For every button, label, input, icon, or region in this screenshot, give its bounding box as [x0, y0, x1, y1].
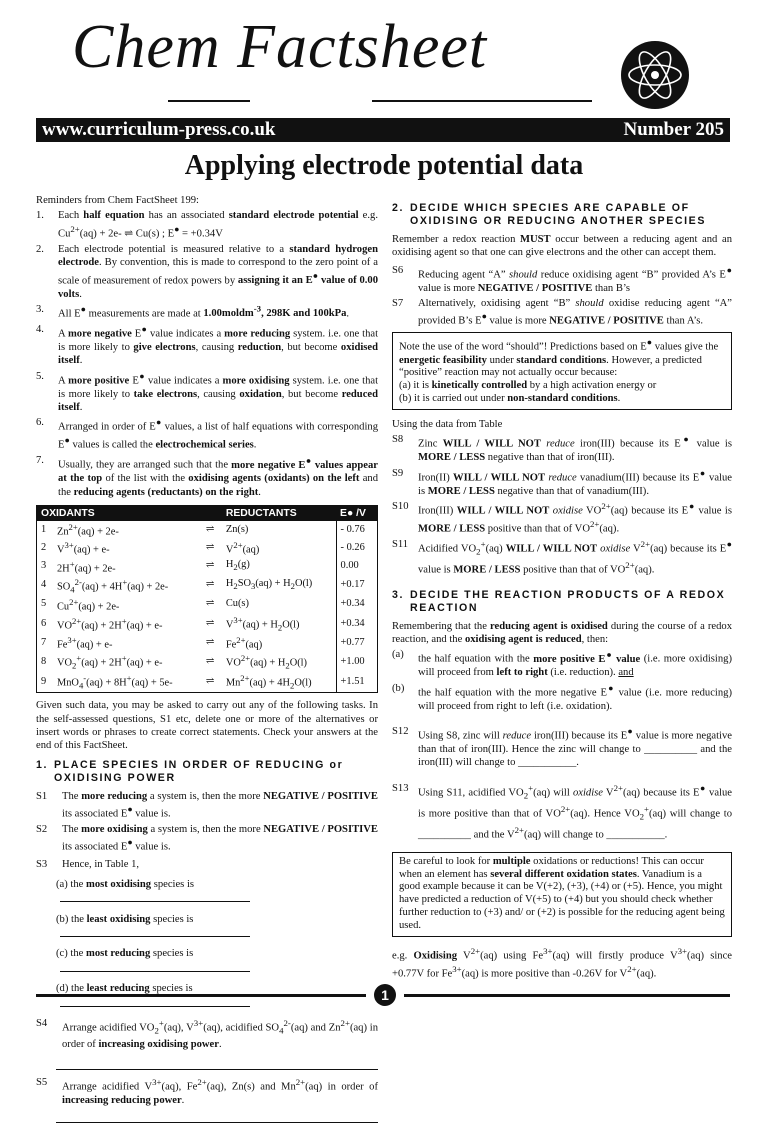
equilibrium-arrow: ⇌	[205, 655, 215, 667]
row-number: 2	[41, 542, 47, 554]
question-s2: S2 The more oxidising a system is, then the more NEGATIVE / POSITIVE its associated E● value is.	[36, 824, 378, 853]
table-row	[37, 521, 378, 539]
question-s4: S4 Arrange acidified $VO_2^+(aq)$, $V^{3+}(aq)$, acidified $SO_4^{2-}(aq)$ and $Zn^{2+}(aq)$ in order of increasing oxidising power.	[36, 1018, 379, 1051]
row-number: 1	[41, 524, 47, 536]
s5-answer-line[interactable]	[56, 1112, 378, 1123]
reductant-cell: $V^{2+}(aq)$	[225, 540, 260, 556]
equilibrium-arrow: ⇌	[205, 524, 215, 536]
footer-rule	[36, 994, 366, 997]
equilibrium-arrow: ⇌	[205, 617, 215, 629]
page-number: 1	[374, 984, 396, 1006]
s3-part: (b) the least oxidising species is	[56, 913, 378, 942]
oxidant-cell: $Zn^{2+}(aq) + 2e-$	[56, 522, 119, 538]
potential-cell: 0.00	[336, 558, 377, 576]
table-row	[37, 652, 378, 672]
section-2-heading: 2. DECIDE WHICH SPECIES ARE CAPABLE OF OXIDISING OR REDUCING ANOTHER SPECIES	[392, 202, 707, 228]
reminder-item: 6. Arranged in order of E● values, a list of half equations with corresponding E● values is called the electrochemical series.	[36, 417, 379, 451]
row-number: 4	[41, 579, 47, 591]
masthead-underline	[372, 100, 592, 102]
potential-cell: +0.34	[336, 614, 377, 634]
oxidant-cell: 2H+(aq) + 2e-	[56, 558, 116, 574]
table-row	[37, 558, 378, 576]
s4-answer-line[interactable]	[56, 1057, 378, 1070]
question-s11: S11 Acidified $VO_2^+(aq)$ WILL / WILL NOT oxidise $V^{2+}(aq)$ because its E● value is MORE / LESS positive than that of $VO^{2+}(aq)$.	[392, 538, 733, 576]
s3-part: (c) the most reducing species is	[56, 947, 378, 976]
potential-cell: - 0.26	[336, 539, 377, 557]
multiple-oxidation-box: Be careful to look for multiple oxidations or reductions! This can occur when an element has several different oxidation states. Vanadium is a good example because it can be V(+2), (+3), (+4) or (+5). Hence, you might have predicted a reduction of V(+5) to (+4) but you should check whether further reduction to (+3) and/ or (+2) is possible for the reducing agent being used.	[392, 852, 732, 937]
table-row	[37, 672, 378, 693]
right-column	[392, 194, 732, 983]
row-number: 6	[41, 617, 47, 629]
potential-cell: - 0.76	[336, 521, 377, 539]
after-table-text: Given such data, you may be asked to carry out any of the following tasks. In the self-assessed questions, S1 etc, delete one or more of the alternatives or insert words or phrases to create correct statements. Check your answers at the end of this FactSheet.	[36, 700, 378, 752]
potential-cell: +0.17	[336, 576, 377, 596]
row-number: 5	[41, 598, 47, 610]
table-row	[37, 539, 378, 557]
reductant-cell: $V^{3+}(aq) + H_2O(l)$	[225, 614, 300, 633]
question-s8: S8 Zinc WILL / WILL NOT reduce iron(III) because its E● value is MORE / LESS negative than that of iron(III).	[392, 434, 732, 464]
site-url: www.curriculum-press.co.uk	[42, 119, 276, 140]
oxidants-header: OXIDANTS	[37, 505, 202, 521]
table-row	[37, 634, 378, 652]
reminder-item: 1. Each half equation has an associated standard electrode potential e.g. $Cu^{2+}(aq) + 2e-$ ⇌ Cu(s) ; E● = +0.34V	[36, 210, 378, 240]
intro-text: Reminders from Chem FactSheet 199:	[36, 195, 199, 206]
using-data-text: Using the data from Table	[392, 418, 503, 430]
masthead	[0, 0, 768, 120]
question-s5: S5 Arrange acidified $V^{3+}(aq)$, $Fe^{2+}(aq)$, Zn(s) and $Mn^{2+}(aq)$ in order of increasing reducing power.	[36, 1077, 378, 1107]
potential-cell: +0.77	[336, 634, 377, 652]
question-s7: S7 Alternatively, oxidising agent “B” should oxidise reducing agent “A” provided B’s E● value is more NEGATIVE / POSITIVE than A’s.	[392, 297, 732, 327]
left-column	[36, 194, 378, 1123]
reminder-item: 3. All E● measurements are made at 1.00moldm$^{-3}$, 298K and 100kPa.	[36, 303, 350, 320]
reminder-item: 4. A more negative E● value indicates a more reducing system. i.e. one that is more likely to give electrons, causing reduction, but become oxidised itself.	[36, 323, 379, 367]
reminder-item: 7. Usually, they are arranged such that the more negative E● values appear at the top of the list with the oxidising agents (oxidants) on the left and the reducing agents (reductants) on the right.	[36, 455, 378, 498]
reductant-cell: $VO^{2+}(aq) + H_2O(l)$	[225, 652, 308, 671]
table-row	[37, 596, 378, 614]
question-s10: S10 Iron(III) WILL / WILL NOT oxidise $VO^{2+}(aq)$ because its E● value is MORE / LESS positive than that of $VO^{2+}(aq)$.	[392, 500, 732, 535]
oxidant-cell: $Fe^{3+}(aq) + e-$	[56, 634, 113, 651]
question-s9: S9 Iron(II) WILL / WILL NOT reduce vanadium(III) because its E● value is MORE / LESS negative than that of vanadium(III).	[392, 467, 732, 497]
section-3-intro: Remembering that the reducing agent is oxidised during the course of a redox reaction, and the oxidising agent is reduced, then:	[392, 620, 732, 645]
answer-blank[interactable]	[60, 961, 250, 972]
potential-cell: +1.51	[336, 672, 377, 693]
s3-part: (d) the least reducing species is	[56, 982, 378, 1011]
section-3-point-b: (b) the half equation with the more negative E● value (i.e. more reducing) will proceed from right to left (i.e. oxidation).	[392, 682, 732, 712]
section-3-point-a: (a) the half equation with the more positive E● value (i.e. more oxidising) will proceed from left to right (i.e. reduction). and	[392, 649, 732, 679]
potential-header: E● /V	[336, 505, 377, 521]
question-s1: S1 The more reducing a system is, then the more NEGATIVE / POSITIVE its associated E● value is.	[36, 790, 379, 820]
row-number: 3	[41, 560, 47, 572]
should-note-box: Note the use of the word “should”! Predictions based on E● values give the energetic feasibility under standard conditions. However, a predicted “positive” reaction may not actually occur because: (a) it is kinetically controlled by a high activation energy or (b) it is carried out under non-standard conditions.	[392, 332, 732, 410]
section-1-heading: 1. PLACE SPECIES IN ORDER OF REDUCING or OXIDISING POWER	[36, 758, 344, 785]
answer-blank[interactable]	[60, 926, 250, 937]
row-number: 8	[41, 655, 47, 667]
reminders-list	[36, 209, 378, 499]
answer-blank[interactable]	[60, 891, 250, 902]
oxidant-cell: MnO$_4$-(aq) + 8H+(aq) + 5e-	[53, 672, 202, 693]
oxidant-cell: $VO_2^+(aq) + 2H^+(aq) + e-$	[56, 652, 163, 671]
row-number: 9	[37, 672, 53, 693]
question-s3: S3 Hence, in Table 1,	[36, 859, 140, 871]
answer-blank[interactable]	[60, 996, 250, 1007]
table-row	[37, 576, 378, 596]
equilibrium-header	[202, 505, 222, 521]
question-s6: S6 Reducing agent “A” should reduce oxidising agent “B” provided A’s E● value is more NEGATIVE / POSITIVE than B’s	[392, 264, 733, 294]
reductant-cell: $H_2(g)$	[225, 559, 250, 573]
reductant-cell: $H_2SO_3(aq) + H_2O(l)$	[225, 578, 313, 592]
masthead-title: Chem Factsheet	[72, 13, 488, 81]
equilibrium-arrow: ⇌	[205, 579, 215, 591]
reductant-cell: Zn(s)	[225, 524, 249, 536]
reminder-item: 5. A more positive E● value indicates a more oxidising system. i.e. one that is more likely to take electrons, causing oxidation, but become reduced itself.	[36, 370, 379, 413]
oxidant-cell: $VO^{2+}(aq) + 2H^+(aq) + e-$	[56, 615, 163, 632]
issue-number: Number 205	[623, 119, 724, 140]
oxidant-cell: $Cu^{2+}(aq) + 2e-$	[56, 596, 120, 613]
reductants-header: REDUCTANTS	[222, 505, 336, 521]
reductant-cell: $Fe^{2+}(aq)$	[225, 634, 263, 651]
example-text: e.g. Oxidising $V^{2+}(aq)$ using $Fe^{3+}(aq)$ will firstly produce $V^{3+}(aq)$ since +0.77V for $Fe^{3+}(aq)$ is more positive than -0.26V for $V^{2+}(aq)$.	[392, 945, 733, 980]
reductant-cell: $Mn^{2+}(aq) + 4H_2O(l)$	[222, 672, 336, 693]
footer-rule	[404, 994, 730, 997]
masthead-bar	[36, 118, 730, 142]
s3-parts	[36, 878, 378, 1011]
page-title: Applying electrode potential data	[184, 150, 584, 181]
half-equations-table	[36, 505, 378, 693]
s3-part: (a) the most oxidising species is	[56, 878, 378, 907]
masthead-underline	[168, 100, 250, 102]
section-3-heading: 3. DECIDE THE REACTION PRODUCTS OF A REDOX REACTION	[392, 588, 726, 615]
row-number: 7	[41, 636, 47, 648]
equilibrium-arrow: ⇌	[205, 598, 215, 610]
atom-logo-icon	[620, 40, 690, 110]
reductant-cell: Cu(s)	[225, 598, 249, 610]
question-s12: S12 Using S8, zinc will reduce iron(III) because its E● value is more negative than that of iron(III). Hence the zinc will change to __________ and the iron(III) will change to ___________.	[392, 726, 732, 769]
potential-cell: +1.00	[336, 652, 377, 672]
equilibrium-arrow: ⇌	[202, 672, 222, 693]
oxidant-cell: $V^{3+}(aq) + e-$	[56, 540, 110, 556]
table-row	[37, 614, 378, 634]
oxidant-cell: $SO_4^{2-}(aq) + 4H^+(aq) + 2e-$	[56, 576, 169, 595]
reminder-item: 2. Each electrode potential is measured relative to a standard hydrogen electrode. By convention, this is made to correspond to the zero point of a scale of measurement of redox powers by assigning it an E● value of 0.00 volts.	[36, 243, 378, 300]
potential-cell: +0.34	[336, 596, 377, 614]
equilibrium-arrow: ⇌	[205, 636, 215, 648]
equilibrium-arrow: ⇌	[205, 560, 215, 572]
question-s13: S13 Using S11, acidified $VO_2^+(aq)$ will oxidise $V^{2+}(aq)$ because its E● value is more positive than that of $VO^{2+}(aq)$. Hence $VO_2^+(aq)$ will change to __________ and the $V^{2+}(aq)$ will change to ___________.	[392, 782, 732, 841]
equilibrium-arrow: ⇌	[205, 542, 215, 554]
section-2-intro: Remember a redox reaction MUST occur between a reducing agent and an oxidising agent so that one can give electrons and the other can accept them.	[392, 233, 732, 259]
